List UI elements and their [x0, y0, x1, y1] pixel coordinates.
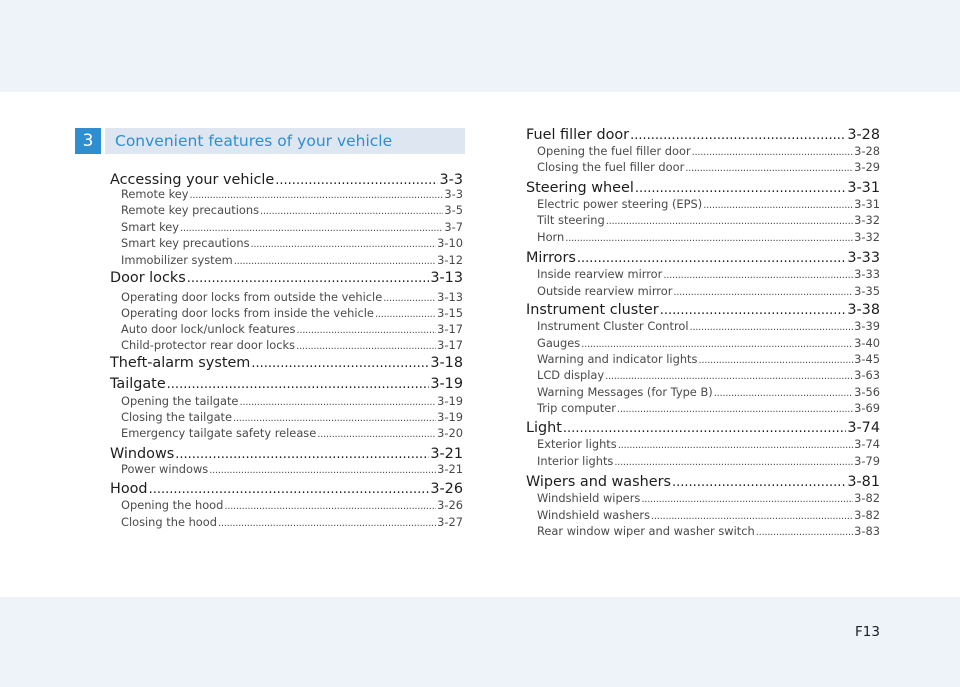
- toc-entry-page: 3-56: [854, 385, 880, 399]
- toc-entry-title: LCD display: [537, 368, 605, 382]
- toc-entry-title: Theft-alarm system: [110, 355, 251, 371]
- toc-section-tailgate[interactable]: [110, 376, 463, 392]
- dot-leader: [190, 190, 444, 201]
- toc-entry-page: 3-74: [847, 420, 880, 436]
- toc-section-light[interactable]: [526, 420, 880, 436]
- dot-leader: [617, 404, 853, 415]
- dot-leader: [167, 377, 430, 392]
- toc-entry-page: 3-13: [430, 270, 463, 286]
- toc-entry-title: Warning and indicator lights: [537, 352, 698, 366]
- toc-entry-page: 3-21: [437, 462, 463, 476]
- toc-entry-page: 3-17: [437, 338, 463, 352]
- toc-entry-title: Windows: [110, 446, 175, 462]
- dot-leader: [663, 270, 853, 281]
- toc-item-child-protector-rear-door-locks[interactable]: [110, 338, 463, 352]
- toc-entry-title: Windshield wipers: [537, 491, 641, 505]
- toc-entry-title: Operating door locks from outside the vehicle: [121, 290, 383, 304]
- toc-entry-page: 3-19: [437, 410, 463, 424]
- toc-entry-page: 3-32: [854, 230, 880, 244]
- dot-leader: [673, 287, 853, 298]
- toc-entry-page: 3-7: [444, 220, 463, 234]
- dot-leader: [187, 271, 430, 286]
- dot-leader: [234, 256, 436, 267]
- toc-entry-title: Remote key: [121, 187, 189, 201]
- toc-item-windshield-washers[interactable]: [526, 508, 880, 522]
- toc-entry-title: Rear window wiper and washer switch: [537, 524, 755, 538]
- toc-entry-page: 3-83: [854, 524, 880, 538]
- toc-entry-page: 3-38: [847, 302, 880, 318]
- dot-leader: [630, 128, 846, 143]
- toc-item-opening-the-hood[interactable]: [110, 498, 463, 512]
- toc-item-inside-rearview-mirror[interactable]: [526, 267, 880, 281]
- toc-entry-page: 3-18: [430, 355, 463, 371]
- toc-item-instrument-cluster-control[interactable]: [526, 319, 880, 333]
- dot-leader: [606, 216, 853, 227]
- toc-section-door-locks[interactable]: [110, 270, 463, 286]
- toc-item-closing-the-fuel-filler-door[interactable]: [526, 160, 880, 174]
- toc-entry-title: Emergency tailgate safety release: [121, 426, 317, 440]
- dot-leader: [375, 309, 436, 320]
- toc-item-outside-rearview-mirror[interactable]: [526, 284, 880, 298]
- toc-entry-page: 3-33: [847, 250, 880, 266]
- toc-entry-title: Electric power steering (EPS): [537, 197, 703, 211]
- toc-entry-title: Opening the fuel filler door: [537, 144, 691, 158]
- toc-section-windows[interactable]: [110, 446, 463, 462]
- dot-leader: [239, 397, 436, 408]
- toc-entry-title: Immobilizer system: [121, 253, 233, 267]
- dot-leader: [317, 429, 436, 440]
- toc-entry-page: 3-82: [854, 508, 880, 522]
- dot-leader: [218, 518, 436, 529]
- toc-entry-title: Fuel filler door: [526, 127, 630, 143]
- toc-entry-page: 3-27: [437, 515, 463, 529]
- toc-entry-page: 3-5: [444, 203, 463, 217]
- toc-section-wipers-and-washers[interactable]: [526, 474, 880, 490]
- dot-leader: [563, 421, 846, 436]
- dot-leader: [577, 251, 846, 266]
- dot-leader: [605, 371, 853, 382]
- toc-entry-title: Instrument Cluster Control: [537, 319, 689, 333]
- toc-item-operating-door-locks-from-outside-the-vehicle[interactable]: [110, 290, 463, 304]
- chapter-title-bar: [105, 128, 465, 154]
- toc-entry-title: Inside rearview mirror: [537, 267, 663, 281]
- toc-item-windshield-wipers[interactable]: [526, 491, 880, 505]
- toc-entry-title: Tailgate: [110, 376, 166, 392]
- dot-leader: [756, 527, 853, 538]
- toc-entry-page: 3-81: [847, 474, 880, 490]
- toc-entry-page: 3-31: [854, 197, 880, 211]
- toc-entry-page: 3-3: [444, 187, 463, 201]
- toc-entry-title: Child-protector rear door locks: [121, 338, 296, 352]
- toc-item-operating-door-locks-from-inside-the-vehicle[interactable]: [110, 306, 463, 320]
- dot-leader: [703, 200, 853, 211]
- toc-entry-page: 3-79: [854, 454, 880, 468]
- dot-leader: [618, 440, 853, 451]
- dot-leader: [275, 173, 438, 188]
- toc-entry-title: Smart key precautions: [121, 236, 250, 250]
- toc-entry-page: 3-39: [854, 319, 880, 333]
- toc-entry-page: 3-19: [430, 376, 463, 392]
- toc-entry-page: 3-3: [439, 172, 463, 188]
- dot-leader: [714, 388, 853, 399]
- toc-entry-title: Warning Messages (for Type B): [537, 385, 713, 399]
- dot-leader: [209, 465, 436, 476]
- toc-section-theft-alarm-system[interactable]: [110, 355, 463, 371]
- toc-entry-title: Closing the fuel filler door: [537, 160, 685, 174]
- toc-entry-title: Auto door lock/unlock features: [121, 322, 296, 336]
- toc-entry-page: 3-45: [854, 352, 880, 366]
- toc-entry-title: Smart key: [121, 220, 180, 234]
- toc-entry-title: Outside rearview mirror: [537, 284, 673, 298]
- dot-leader: [660, 303, 847, 318]
- toc-entry-page: 3-28: [847, 127, 880, 143]
- toc-section-hood[interactable]: [110, 481, 463, 497]
- dot-leader: [641, 494, 853, 505]
- toc-entry-page: 3-20: [437, 426, 463, 440]
- toc-entry-page: 3-19: [437, 394, 463, 408]
- toc-entry-title: Power windows: [121, 462, 209, 476]
- toc-item-tilt-steering[interactable]: [526, 213, 880, 227]
- toc-entry-title: Remote key precautions: [121, 203, 260, 217]
- dot-leader: [651, 511, 853, 522]
- toc-entry-page: 3-13: [437, 290, 463, 304]
- dot-leader: [296, 325, 436, 336]
- toc-item-opening-the-fuel-filler-door[interactable]: [526, 144, 880, 158]
- toc-section-fuel-filler-door[interactable]: [526, 127, 880, 143]
- toc-entry-title: Horn: [537, 230, 565, 244]
- toc-item-exterior-lights[interactable]: [526, 437, 880, 451]
- toc-entry-title: Closing the tailgate: [121, 410, 233, 424]
- bottom-band: [0, 597, 960, 687]
- page-number: F13: [855, 624, 880, 640]
- toc-entry-title: Closing the hood: [121, 515, 217, 529]
- toc-item-smart-key[interactable]: [110, 220, 463, 234]
- toc-section-instrument-cluster[interactable]: [526, 302, 880, 318]
- toc-entry-title: Interior lights: [537, 454, 614, 468]
- dot-leader: [565, 233, 853, 244]
- dot-leader: [180, 223, 443, 234]
- toc-item-lcd-display[interactable]: [526, 368, 880, 382]
- toc-item-power-windows[interactable]: [110, 462, 463, 476]
- toc-entry-page: 3-63: [854, 368, 880, 382]
- toc-entry-title: Trip computer: [537, 401, 616, 415]
- toc-entry-page: 3-32: [854, 213, 880, 227]
- chapter-header: [75, 128, 465, 154]
- toc-item-horn[interactable]: [526, 230, 880, 244]
- dot-leader: [690, 322, 854, 333]
- toc-entry-page: 3-12: [437, 253, 463, 267]
- toc-entry-page: 3-17: [437, 322, 463, 336]
- toc-item-remote-key[interactable]: [110, 187, 463, 201]
- toc-entry-page: 3-74: [854, 437, 880, 451]
- toc-entry-page: 3-26: [437, 498, 463, 512]
- chapter-title: Convenient features of your vehicle: [115, 132, 393, 150]
- toc-entry-title: Opening the tailgate: [121, 394, 239, 408]
- toc-entry-title: Mirrors: [526, 250, 576, 266]
- toc-entry-page: 3-15: [437, 306, 463, 320]
- toc-item-auto-door-lock-unlock-features[interactable]: [110, 322, 463, 336]
- toc-entry-page: 3-31: [847, 180, 880, 196]
- dot-leader: [251, 356, 429, 371]
- dot-leader: [251, 239, 437, 250]
- toc-entry-page: 3-10: [437, 236, 463, 250]
- toc-item-gauges[interactable]: [526, 336, 880, 350]
- toc-section-steering-wheel[interactable]: [526, 180, 880, 196]
- toc-entry-title: Light: [526, 420, 562, 436]
- toc-item-immobilizer-system[interactable]: [110, 253, 463, 267]
- toc-entry-page: 3-69: [854, 401, 880, 415]
- toc-entry-page: 3-21: [430, 446, 463, 462]
- toc-entry-title: Operating door locks from inside the vehicle: [121, 306, 374, 320]
- toc-entry-title: Opening the hood: [121, 498, 224, 512]
- toc-entry-title: Tilt steering: [537, 213, 605, 227]
- toc-entry-title: Hood: [110, 481, 148, 497]
- dot-leader: [635, 181, 847, 196]
- toc-entry-page: 3-33: [854, 267, 880, 281]
- toc-entry-page: 3-35: [854, 284, 880, 298]
- toc-entry-title: Steering wheel: [526, 180, 634, 196]
- chapter-number: 3: [75, 128, 101, 154]
- dot-leader: [614, 457, 853, 468]
- toc-entry-page: 3-29: [854, 160, 880, 174]
- toc-entry-page: 3-26: [430, 481, 463, 497]
- toc-item-warning-messages-for-type-b[interactable]: [526, 385, 880, 399]
- dot-leader: [581, 339, 853, 350]
- dot-leader: [175, 447, 429, 462]
- toc-item-interior-lights[interactable]: [526, 454, 880, 468]
- toc-item-warning-and-indicator-lights[interactable]: [526, 352, 880, 366]
- dot-leader: [685, 163, 853, 174]
- toc-entry-title: Door locks: [110, 270, 186, 286]
- toc-section-mirrors[interactable]: [526, 250, 880, 266]
- dot-leader: [672, 475, 846, 490]
- toc-item-electric-power-steering-eps[interactable]: [526, 197, 880, 211]
- dot-leader: [149, 482, 430, 497]
- toc-entry-title: Accessing your vehicle: [110, 172, 275, 188]
- toc-entry-title: Wipers and washers: [526, 474, 672, 490]
- dot-leader: [698, 355, 853, 366]
- dot-leader: [260, 206, 443, 217]
- dot-leader: [233, 413, 436, 424]
- toc-item-trip-computer[interactable]: [526, 401, 880, 415]
- toc-section-accessing-your-vehicle[interactable]: [110, 172, 463, 188]
- toc-entry-title: Exterior lights: [537, 437, 617, 451]
- top-band: [0, 0, 960, 92]
- toc-entry-page: 3-82: [854, 491, 880, 505]
- toc-item-closing-the-hood[interactable]: [110, 515, 463, 529]
- toc-entry-page: 3-28: [854, 144, 880, 158]
- dot-leader: [224, 501, 436, 512]
- dot-leader: [383, 293, 436, 304]
- toc-item-emergency-tailgate-safety-release[interactable]: [110, 426, 463, 440]
- toc-item-closing-the-tailgate[interactable]: [110, 410, 463, 424]
- dot-leader: [296, 341, 436, 352]
- toc-entry-page: 3-40: [854, 336, 880, 350]
- dot-leader: [692, 147, 853, 158]
- toc-entry-title: Instrument cluster: [526, 302, 659, 318]
- toc-entry-title: Gauges: [537, 336, 581, 350]
- toc-item-rear-window-wiper-and-washer-switch[interactable]: [526, 524, 880, 538]
- toc-item-smart-key-precautions[interactable]: [110, 236, 463, 250]
- toc-item-opening-the-tailgate[interactable]: [110, 394, 463, 408]
- toc-item-remote-key-precautions[interactable]: [110, 203, 463, 217]
- toc-entry-title: Windshield washers: [537, 508, 651, 522]
